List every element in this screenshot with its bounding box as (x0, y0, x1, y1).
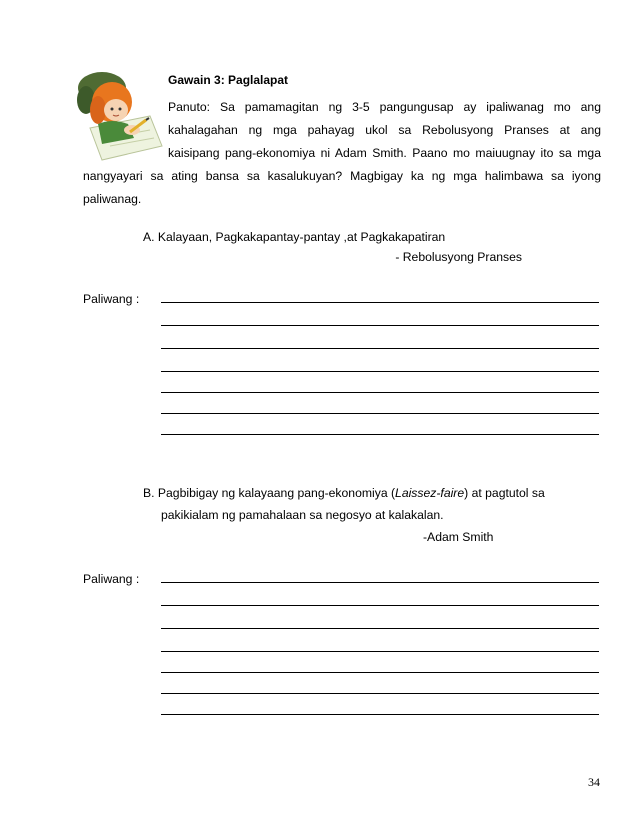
answer-line[interactable] (161, 302, 599, 303)
attribution-a: - Rebolusyong Pranses (395, 250, 522, 264)
answer-line[interactable] (161, 392, 599, 393)
answer-label-a: Paliwang : (83, 292, 140, 306)
instruction-line: paliwanag. (83, 192, 142, 206)
instruction-line: Panuto: Sa pamamagitan ng 3-5 pangungusap ay ipaliwanag mo ang (168, 100, 601, 114)
answer-label-b: Paliwang : (83, 572, 140, 586)
answer-line[interactable] (161, 434, 599, 435)
instruction-line: nangyayari sa ating bansa sa kasalukuyan? Magbigay ka ng mga halimbawa sa iyong (83, 169, 601, 183)
answer-line[interactable] (161, 371, 599, 372)
answer-line[interactable] (161, 628, 599, 629)
statement-b-line2: pakikialam ng pamahalaan sa negosyo at kalakalan. (161, 508, 444, 522)
answer-line[interactable] (161, 672, 599, 673)
answer-line[interactable] (161, 325, 599, 326)
statement-a: A. Kalayaan, Pagkakapantay-pantay ,at Pagkakapatiran (143, 230, 446, 244)
page-number: 34 (588, 775, 600, 789)
answer-line[interactable] (161, 651, 599, 652)
answer-line[interactable] (161, 582, 599, 583)
instruction-line: kaisipang pang-ekonomiya ni Adam Smith. Paano mo maiuugnay ito sa mga (168, 146, 601, 160)
instruction-line: kahalagahan ng mga pahayag ukol sa Rebolusyong Pranses at ang (168, 123, 601, 137)
answer-line[interactable] (161, 693, 599, 694)
statement-b-prefix: B. Pagbibigay ng kalayaang pang-ekonomiya ( (143, 486, 396, 500)
answer-line[interactable] (161, 714, 599, 715)
instructions-continued (83, 165, 601, 211)
attribution-b: -Adam Smith (423, 530, 494, 544)
answer-line[interactable] (161, 413, 599, 414)
activity-title: Gawain 3: Paglalapat (168, 73, 289, 87)
student-writing-illustration (72, 66, 164, 162)
statement-b (143, 486, 545, 500)
answer-line[interactable] (161, 605, 599, 606)
statement-b-italic: Laissez-faire (395, 486, 465, 500)
answer-line[interactable] (161, 348, 599, 349)
statement-b-suffix: ) at pagtutol sa (464, 486, 545, 500)
instructions (168, 96, 601, 165)
